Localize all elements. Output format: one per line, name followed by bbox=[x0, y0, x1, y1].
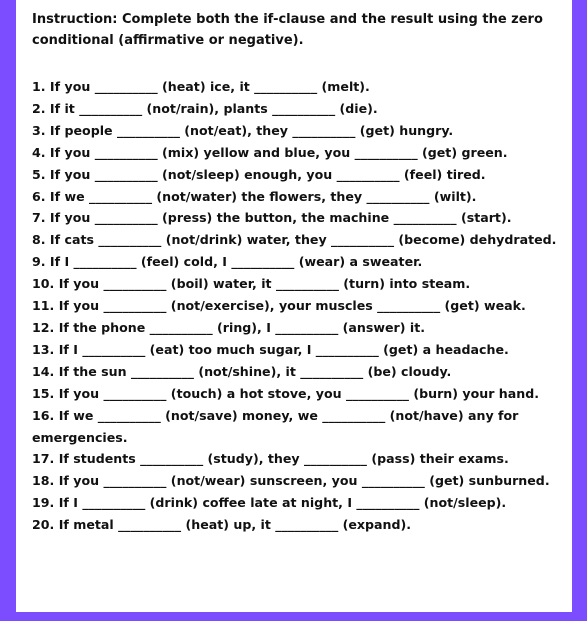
exercise-item-4: 4. If you __________ (mix) yellow and blue, you __________ (get) green. bbox=[32, 144, 508, 160]
exercise-item-10: 10. If you __________ (boil) water, it __________ (turn) into steam. bbox=[32, 276, 471, 292]
exercise-item-2: 2. If it __________ (not/rain), plants __________ (die). bbox=[32, 100, 378, 116]
exercise-item-14: 14. If the sun __________ (not/shine), it __________ (be) cloudy. bbox=[32, 363, 452, 379]
exercise-item-20: 20. If metal __________ (heat) up, it __________ (expand). bbox=[32, 517, 412, 533]
exercise-item-13: 13. If I __________ (eat) too much sugar, I __________ (get) a headache. bbox=[32, 341, 509, 357]
exercise-item-5: 5. If you __________ (not/sleep) enough, you __________ (feel) tired. bbox=[32, 166, 486, 182]
worksheet bbox=[16, 0, 572, 612]
exercise-item-7: 7. If you __________ (press) the button, the machine __________ (start). bbox=[32, 210, 512, 226]
exercise-item-16: 16. If we __________ (not/save) money, we __________ (not/have) any for emergencies. bbox=[32, 407, 519, 445]
exercise-item-18: 18. If you __________ (not/wear) sunscreen, you __________ (get) sunburned. bbox=[32, 473, 550, 489]
exercise-item-9: 9. If I __________ (feel) cold, I __________ (wear) a sweater. bbox=[32, 254, 423, 270]
exercise-item-15: 15. If you __________ (touch) a hot stove, you __________ (burn) your hand. bbox=[32, 385, 540, 401]
exercise-item-17: 17. If students __________ (study), they __________ (pass) their exams. bbox=[32, 451, 509, 467]
exercise-item-3: 3. If people __________ (not/eat), they __________ (get) hungry. bbox=[32, 122, 454, 138]
instruction-text: Instruction: Complete both the if-clause and the result using the zero conditional (affirmative or negative). bbox=[32, 12, 543, 48]
exercise-item-6: 6. If we __________ (not/water) the flowers, they __________ (wilt). bbox=[32, 188, 477, 204]
exercise-item-8: 8. If cats __________ (not/drink) water, they __________ (become) dehydrated. bbox=[32, 232, 557, 248]
exercise-list bbox=[32, 76, 564, 536]
exercise-item-19: 19. If I __________ (drink) coffee late at night, I __________ (not/sleep). bbox=[32, 495, 507, 511]
exercise-item-1: 1. If you __________ (heat) ice, it __________ (melt). bbox=[32, 79, 370, 94]
exercise-item-12: 12. If the phone __________ (ring), I __________ (answer) it. bbox=[32, 319, 426, 335]
exercise-item-11: 11. If you __________ (not/exercise), your muscles __________ (get) weak. bbox=[32, 298, 526, 314]
